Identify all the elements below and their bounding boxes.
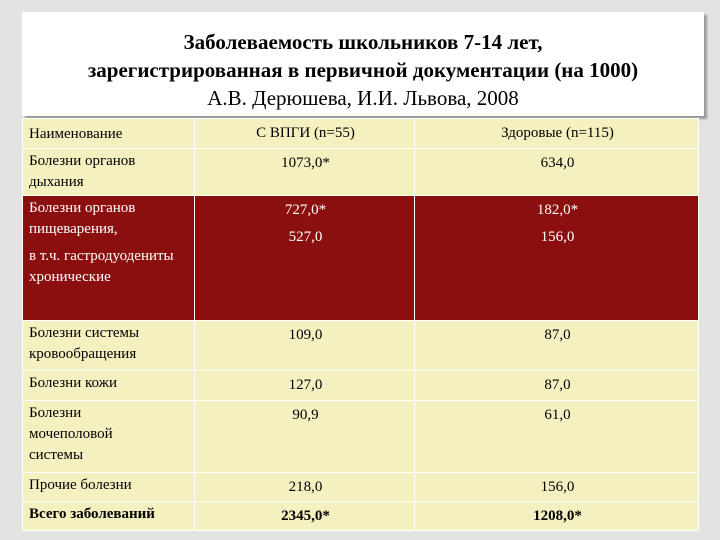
row-value-vpgi	[195, 196, 415, 321]
title-box	[22, 12, 704, 116]
value-sub: 156,0	[540, 229, 575, 245]
row-name: Всего заболеваний	[23, 502, 195, 531]
row-value-healthy: 61,0	[415, 401, 699, 473]
value-sub: 527,0	[288, 229, 323, 245]
row-value-vpgi: 1073,0*	[195, 149, 415, 196]
row-value-healthy: 1208,0*	[415, 502, 699, 531]
header-healthy: Здоровые (n=115)	[415, 119, 699, 149]
row-value-vpgi: 218,0	[195, 473, 415, 502]
header-vpgi: С ВПГИ (n=55)	[195, 119, 415, 149]
row-name: Болезни системы кровообращения	[23, 321, 195, 371]
row-value-healthy: 634,0	[415, 149, 699, 196]
table-row	[23, 149, 699, 196]
table-row	[23, 321, 699, 371]
value-main: 182,0*	[536, 202, 579, 218]
row-value-healthy: 87,0	[415, 321, 699, 371]
table-row-highlighted	[23, 196, 699, 321]
table-row	[23, 473, 699, 502]
row-value-healthy: 156,0	[415, 473, 699, 502]
title-authors: А.В. Дерюшева, И.И. Львова, 2008	[207, 86, 519, 110]
row-name: Болезни мочеполовой системы	[23, 401, 195, 473]
title-line-2: зарегистрированная в первичной документации (на 1000)	[87, 58, 639, 82]
row-name-sub: в т.ч. гастродуодениты хронические	[29, 248, 174, 285]
table-header-row	[23, 119, 699, 149]
row-value-healthy: 87,0	[415, 371, 699, 401]
title-line-1: Заболеваемость школьников 7-14 лет,	[183, 30, 543, 54]
row-value-vpgi: 127,0	[195, 371, 415, 401]
header-name: Наименование	[23, 119, 195, 149]
row-value-vpgi: 109,0	[195, 321, 415, 371]
table-row-total	[23, 502, 699, 531]
row-name	[23, 196, 195, 321]
row-name: Болезни кожи	[23, 371, 195, 401]
table-row	[23, 371, 699, 401]
row-value-vpgi: 2345,0*	[195, 502, 415, 531]
value-main: 727,0*	[284, 202, 327, 218]
row-value-healthy	[415, 196, 699, 321]
row-name: Прочие болезни	[23, 473, 195, 502]
row-name-main: Болезни органов пищеварения,	[29, 200, 136, 237]
row-name: Болезни органов дыхания	[23, 149, 195, 196]
table-row	[23, 401, 699, 473]
row-value-vpgi: 90,9	[195, 401, 415, 473]
morbidity-table	[22, 118, 699, 531]
